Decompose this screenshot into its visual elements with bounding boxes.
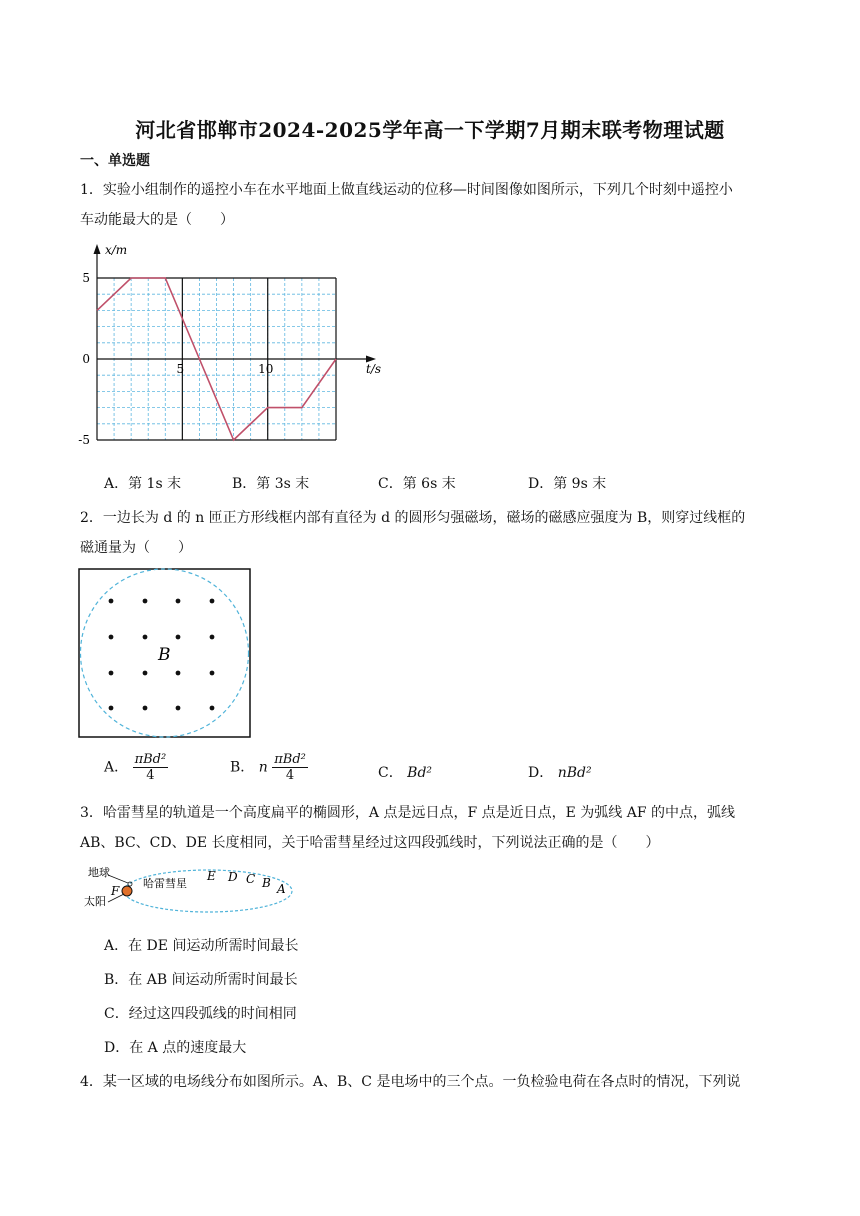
earth-label: 地球	[88, 866, 110, 879]
q1-option-c[interactable]: C．第 6s 末	[378, 476, 456, 492]
field-dot	[109, 706, 114, 711]
field-dot	[143, 635, 148, 640]
question-3-line1: 3．哈雷彗星的轨道是一个高度扁平的椭圆形，A 点是远日点，F 点是近日点，E 为弧线 AF 的中点，弧线	[80, 805, 736, 821]
y-tick-label: 5	[82, 271, 90, 285]
point-b-label: B	[262, 876, 271, 890]
y-tick-label: 0	[82, 352, 90, 366]
question-1-line2: 车动能最大的是（ ）	[80, 212, 234, 228]
section-heading: 一、单选题	[80, 153, 150, 169]
q1-displacement-time-chart	[78, 238, 388, 448]
point-d-label: D	[228, 870, 238, 884]
q1-option-a[interactable]: A．第 1s 末	[104, 476, 182, 492]
field-dot	[143, 671, 148, 676]
q2-option-b-denominator: 4	[285, 768, 295, 783]
q2-option-b-fraction	[272, 752, 308, 783]
q2-option-a[interactable]	[104, 752, 168, 783]
q2-option-a-label: A．	[104, 759, 129, 776]
point-e-label: E	[207, 869, 216, 883]
comet-label: 哈雷彗星	[143, 877, 187, 890]
y-axis-label: x/m	[105, 243, 128, 257]
field-dot	[210, 671, 215, 676]
q3-option-d[interactable]: D．在 A 点的速度最大	[104, 1040, 247, 1056]
q2-option-b-label: B．	[230, 759, 255, 776]
q2-option-c-expr: Bd²	[407, 765, 433, 781]
question-4-text	[80, 1067, 780, 1097]
field-dot	[143, 706, 148, 711]
q3-option-a[interactable]: A．在 DE 间运动所需时间最长	[104, 938, 299, 954]
point-a-label: A	[277, 882, 286, 896]
field-dot	[210, 706, 215, 711]
q3-option-b[interactable]: B．在 AB 间运动所需时间最长	[104, 972, 298, 988]
q2-option-b-numerator: πBd²	[274, 752, 306, 767]
x-axis-label: t/s	[366, 362, 382, 376]
field-dot	[176, 671, 181, 676]
q2-option-a-denominator: 4	[146, 768, 155, 783]
q2-option-c-label: C．	[378, 765, 403, 781]
field-dot	[210, 635, 215, 640]
q2-option-d-expr: nBd²	[557, 765, 592, 781]
q2-option-b-prefix: n	[258, 759, 268, 776]
field-dot	[176, 635, 181, 640]
q2-option-a-numerator: πBd²	[134, 752, 167, 767]
field-dot	[109, 635, 114, 640]
q2-option-d[interactable]	[528, 762, 592, 782]
x-tick-label: 5	[176, 362, 185, 376]
question-3-line2: AB、BC、CD、DE 长度相同，关于哈雷彗星经过这四段弧线时，下列说法正确的是（ ）	[80, 835, 660, 851]
question-2-line1: 2．一边长为 d 的 n 匝正方形线框内部有直径为 d 的圆形匀强磁场，磁场的磁感应强度为 B，则穿过线框的	[80, 510, 746, 526]
field-label: B	[158, 645, 171, 665]
q1-option-d[interactable]: D．第 9s 末	[528, 476, 607, 492]
question-1-line1: 1．实验小组制作的遥控小车在水平地面上做直线运动的位移—时间图像如图所示，下列几个时刻中遥控小	[80, 182, 733, 198]
sun-label: 太阳	[84, 895, 106, 908]
question-1-text	[80, 175, 780, 235]
question-2-text	[80, 503, 780, 563]
q3-comet-orbit-figure	[78, 858, 298, 918]
field-dot	[176, 599, 181, 604]
question-3-text	[80, 798, 780, 858]
q2-option-d-label: D．	[528, 765, 554, 781]
q2-option-c[interactable]	[378, 762, 432, 782]
earth-pointer	[108, 875, 128, 883]
x-tick-label: 10	[258, 362, 274, 376]
q2-option-b[interactable]	[230, 752, 308, 783]
question-4-line1: 4．某一区域的电场线分布如图所示。A、B、C 是电场中的三个点。一负检验电荷在各点时的情况，下列说	[80, 1074, 741, 1090]
page-title: 河北省邯郸市2024-2025学年高一下学期7月期末联考物理试题	[135, 118, 725, 142]
field-dot	[109, 599, 114, 604]
field-dot	[176, 706, 181, 711]
q1-option-b[interactable]: B．第 3s 末	[232, 476, 310, 492]
point-f-label: F	[111, 884, 120, 898]
field-dot	[109, 671, 114, 676]
point-c-label: C	[246, 872, 256, 886]
chart-axes	[94, 244, 377, 440]
y-tick-label: -5	[78, 433, 90, 447]
field-dot	[143, 599, 148, 604]
field-dot	[210, 599, 215, 604]
y-axis-arrow	[94, 244, 101, 254]
q2-option-a-fraction	[133, 752, 169, 783]
question-2-line2: 磁通量为（ ）	[80, 540, 192, 556]
q2-magnetic-field-figure	[78, 568, 254, 740]
q3-option-c[interactable]: C．经过这四段弧线的时间相同	[104, 1006, 297, 1022]
